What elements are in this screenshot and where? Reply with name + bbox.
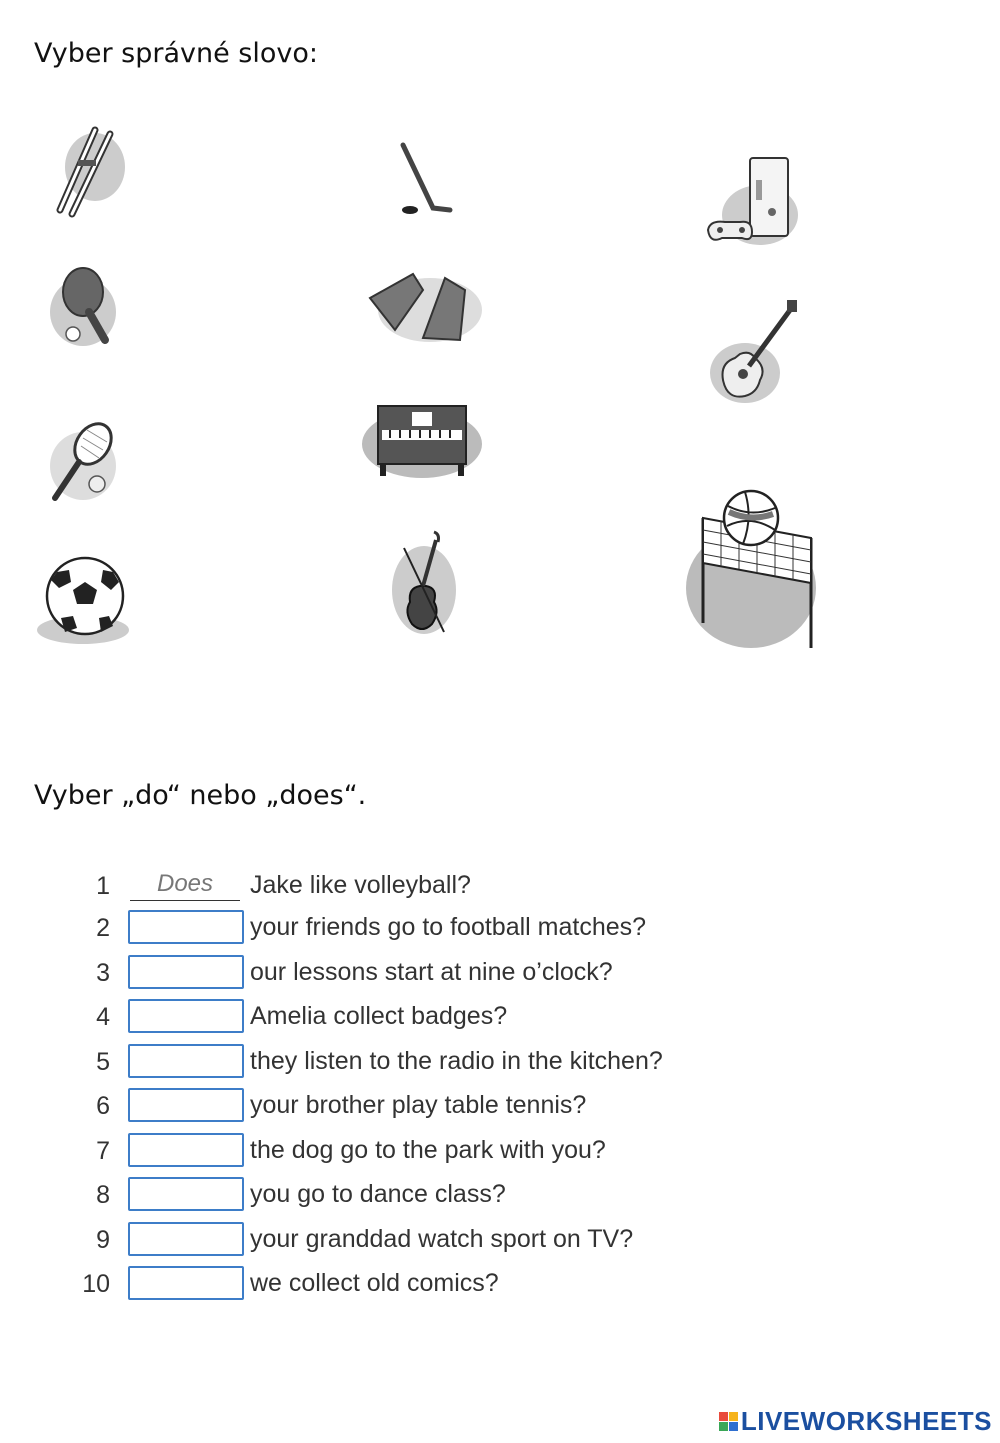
item-number: 6: [96, 1092, 110, 1120]
question-row-6: [0, 1088, 760, 1128]
flippers-icon: [365, 268, 485, 348]
question-row-4: [0, 999, 760, 1039]
question-row-2: [0, 910, 760, 950]
game-console-icon: [700, 150, 805, 255]
question-row-9: [0, 1222, 760, 1262]
answer-input-6[interactable]: [128, 1088, 244, 1122]
liveworksheets-brand[interactable]: [719, 1406, 992, 1437]
item-number: 8: [96, 1181, 110, 1209]
item-number: 9: [96, 1226, 110, 1254]
pictures-instruction: Vyber správné slovo:: [34, 38, 318, 69]
item-number: 7: [96, 1137, 110, 1165]
question-text: Jake like volleyball?: [250, 871, 471, 899]
answer-input-5[interactable]: [128, 1044, 244, 1078]
tennis-racket-icon: [45, 418, 125, 508]
question-text: the dog go to the park with you?: [250, 1136, 606, 1164]
answer-input-3[interactable]: [128, 955, 244, 989]
answer-input-4[interactable]: [128, 999, 244, 1033]
question-text: our lessons start at nine o’clock?: [250, 958, 613, 986]
item-number: 2: [96, 914, 110, 942]
item-number: 3: [96, 959, 110, 987]
item-number: 5: [96, 1048, 110, 1076]
example-answer: Does: [130, 870, 240, 901]
brand-name: LIVEWORKSHEETS: [740, 1406, 992, 1436]
question-row-7: [0, 1133, 760, 1173]
question-text: you go to dance class?: [250, 1180, 506, 1208]
skis-icon: [40, 122, 130, 222]
answer-input-7[interactable]: [128, 1133, 244, 1167]
answer-input-8[interactable]: [128, 1177, 244, 1211]
violin-icon: [382, 528, 462, 640]
example-row: [0, 868, 760, 908]
item-number: 10: [82, 1270, 110, 1298]
question-text: Amelia collect badges?: [250, 1002, 508, 1030]
hockey-stick-icon: [388, 140, 458, 220]
table-tennis-icon: [45, 262, 125, 352]
question-row-3: [0, 955, 760, 995]
question-row-5: [0, 1044, 760, 1084]
item-number: 4: [96, 1003, 110, 1031]
question-row-10: [0, 1266, 760, 1306]
answer-input-9[interactable]: [128, 1222, 244, 1256]
liveworksheets-logo-icon: [719, 1412, 738, 1431]
item-number: 1: [96, 872, 110, 900]
question-text: your brother play table tennis?: [250, 1091, 587, 1119]
football-icon: [35, 552, 135, 647]
grammar-instruction: Vyber „do“ nebo „does“.: [34, 780, 367, 811]
question-text: your friends go to football matches?: [250, 913, 647, 941]
question-text: we collect old comics?: [250, 1269, 499, 1297]
volleyball-icon: [683, 488, 828, 653]
piano-icon: [360, 402, 485, 482]
answer-input-10[interactable]: [128, 1266, 244, 1300]
guitar-icon: [705, 298, 805, 408]
answer-input-2[interactable]: [128, 910, 244, 944]
question-row-8: [0, 1177, 760, 1217]
question-text: your granddad watch sport on TV?: [250, 1225, 634, 1253]
question-text: they listen to the radio in the kitchen?: [250, 1047, 663, 1075]
